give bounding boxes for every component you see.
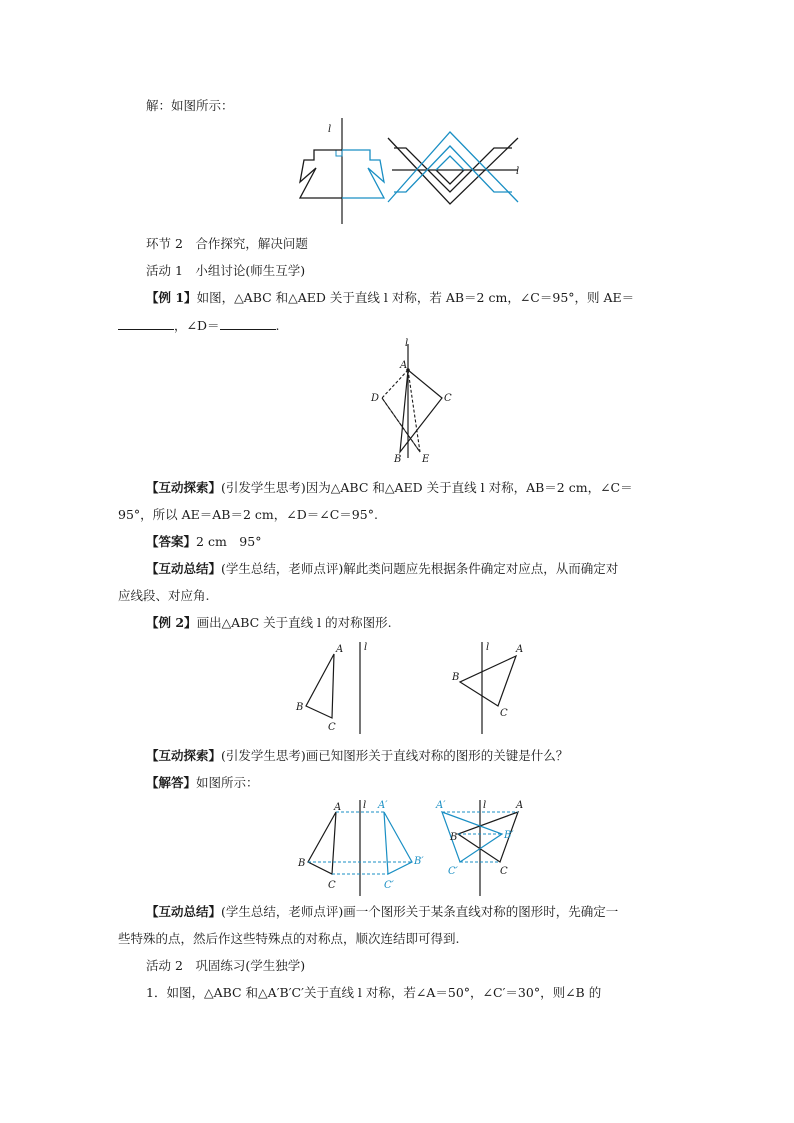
figure-example-2 — [292, 638, 532, 738]
solution-2-text: 如图所示： — [196, 775, 259, 790]
fig2-label-l: l — [405, 338, 409, 349]
fig4-label-l-left: l — [363, 800, 367, 811]
fig2-label-d: D — [371, 393, 380, 404]
example-1-line-2 — [118, 317, 279, 334]
example-1-sep: ，∠D＝ — [174, 318, 220, 333]
figure-symmetry-drawing — [296, 118, 526, 228]
example-2 — [146, 615, 392, 631]
fig2-label-c: C — [444, 393, 452, 404]
summary-1-line-2: 应线段、对应角. — [118, 588, 210, 603]
fig4-label-a1: A′ — [378, 800, 388, 811]
fig3-label-l-left: l — [364, 642, 368, 653]
answer-blank-angle-d[interactable] — [220, 317, 276, 330]
figure-example-1 — [368, 340, 458, 470]
summary-2-text: (学生总结，老师点评)画一个图形关于某条直线对称的图形时，先确定一 — [221, 904, 619, 919]
fig3-label-c-right: C — [500, 708, 508, 719]
explore-2 — [146, 748, 568, 764]
exercise-1: 1．如图，△ABC 和△A′B′C′关于直线 l 对称，若∠A＝50°，∠C′＝30°，则∠B 的 — [146, 985, 602, 1000]
fig3-label-a-left: A — [336, 644, 344, 655]
fig4-label-b1: B′ — [414, 856, 424, 867]
example-2-text: 画出△ABC 关于直线 l 的对称图形. — [196, 615, 392, 630]
answer-1-text: 2 cm 95° — [196, 534, 262, 549]
fig4-label-a: A — [334, 802, 342, 813]
fig1-label-l: l — [328, 124, 332, 135]
fig4-label-b: B — [298, 858, 306, 869]
explore-2-text: (引发学生思考)画已知图形关于直线对称的图形的关键是什么？ — [221, 748, 569, 763]
fig4-label-c: C — [328, 880, 336, 891]
fig4-label-c1: C′ — [384, 880, 394, 891]
explore-1-line-1 — [146, 480, 633, 496]
activity-1-title: 活动 1 小组讨论(师生互学) — [146, 263, 306, 278]
fig3-label-l-right: l — [486, 642, 490, 653]
example-1-line-1 — [146, 290, 634, 306]
summary-1-bracket: 【互动总结】 — [146, 561, 222, 576]
example-1-text: 如图，△ABC 和△AED 关于直线 l 对称，若 AB＝2 cm，∠C＝95°，则 AE＝ — [196, 290, 635, 305]
answer-blank-ae[interactable] — [118, 317, 174, 330]
section-title: 环节 2 合作探究，解决问题 — [146, 236, 308, 251]
solution-2 — [146, 775, 259, 791]
summary-2-bracket: 【互动总结】 — [146, 904, 222, 919]
explore-1-text: (引发学生思考)因为△ABC 和△AED 关于直线 l 对称，AB＝2 cm，∠C＝ — [221, 480, 633, 495]
activity-2-title: 活动 2 巩固练习(学生独学) — [146, 958, 306, 973]
fig4-label-c-right: C — [500, 866, 508, 877]
solution-2-bracket: 【解答】 — [146, 775, 197, 790]
fig1-label-l2: l — [516, 166, 520, 177]
fig3-label-a-right: A — [516, 644, 524, 655]
answer-1-bracket: 【答案】 — [146, 534, 197, 549]
summary-2-line-1 — [146, 904, 618, 920]
summary-2-line-2: 些特殊的点，然后作这些特殊点的对称点，顺次连结即可得到. — [118, 931, 460, 946]
fig4-label-b1-right: B′ — [504, 830, 514, 841]
fig2-label-b: B — [394, 454, 402, 465]
fig2-label-a: A — [400, 360, 408, 371]
example-1-end: . — [275, 318, 280, 333]
fig3-label-c-left: C — [328, 722, 336, 733]
fig4-label-a-right: A — [516, 800, 524, 811]
fig4-label-c1-right: C′ — [448, 866, 458, 877]
fig4-label-l-right: l — [483, 800, 487, 811]
summary-1-line-1 — [146, 561, 618, 577]
fig3-label-b-left: B — [296, 702, 304, 713]
figure-solution-2 — [292, 798, 532, 898]
fig2-label-e: E — [422, 454, 430, 465]
example-2-bracket: 【例 2】 — [146, 615, 197, 630]
explore-2-bracket: 【互动探索】 — [146, 748, 222, 763]
fig4-label-a1-right: A′ — [436, 800, 446, 811]
fig4-label-b-right: B — [450, 832, 458, 843]
answer-1 — [146, 534, 261, 550]
summary-1-text: (学生总结，老师点评)解此类问题应先根据条件确定对应点，从而确定对 — [221, 561, 619, 576]
fig3-label-b-right: B — [452, 672, 460, 683]
explore-1-line-2: 95°，所以 AE＝AB＝2 cm，∠D＝∠C＝95°. — [118, 507, 378, 522]
example-1-bracket: 【例 1】 — [146, 290, 197, 305]
explore-1-bracket: 【互动探索】 — [146, 480, 222, 495]
intro-text: 解：如图所示： — [146, 98, 234, 113]
